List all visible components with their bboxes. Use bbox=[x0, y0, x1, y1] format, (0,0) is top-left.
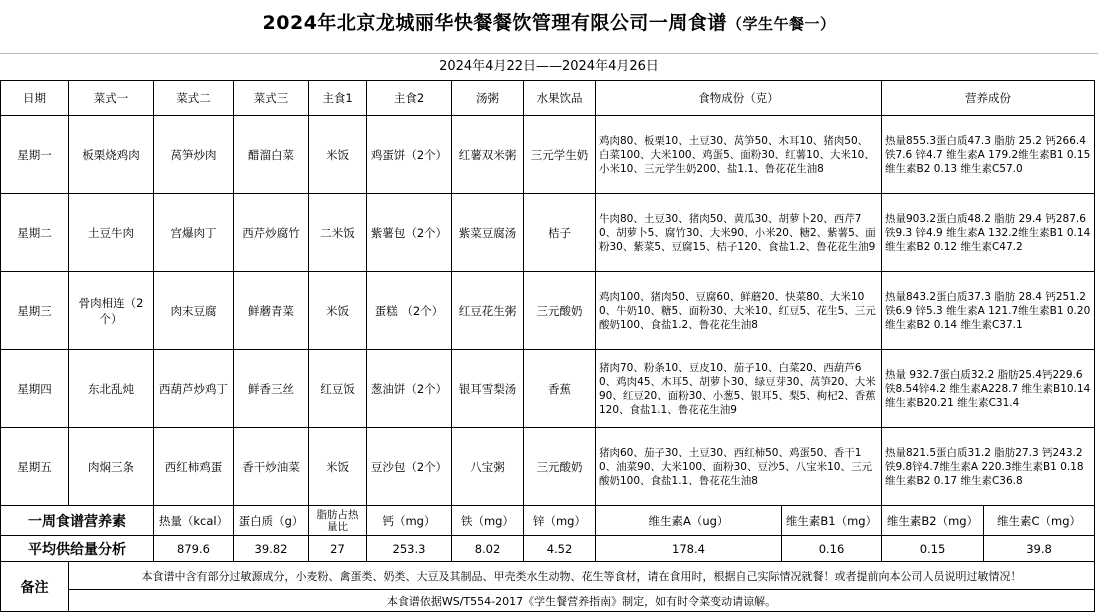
nutrition-cell: 热量821.5蛋白质31.2 脂肪27.3 钙243.2铁9.8锌4.7维生素A 220.3维生素B1 0.18维生素B2 0.17 维生素C36.8 bbox=[882, 428, 1095, 506]
ingredients-cell: 猪肉70、粉条10、豆皮10、茄子10、白菜20、西葫芦60、鸡肉45、木耳5、胡萝卜30、绿豆芽30、莴笋20、大米90、红豆20、面粉30、小葱5、银耳5、梨5、枸杞2、香蕉120、食盐1.1、鲁花花生油9 bbox=[596, 350, 882, 428]
nutrient-name: 维生素C（mg） bbox=[984, 506, 1095, 536]
dish1-cell: 肉焖三条 bbox=[69, 428, 154, 506]
soup-cell: 红豆花生粥 bbox=[452, 272, 524, 350]
day-row-monday bbox=[1, 116, 1095, 194]
average-label: 平均供给量分析 bbox=[1, 536, 154, 562]
header-dish1: 菜式一 bbox=[69, 81, 154, 116]
staple2-cell: 葱油饼（2个） bbox=[367, 350, 452, 428]
nutrient-value: 39.8 bbox=[984, 536, 1095, 562]
dish2-cell: 西葫芦炒鸡丁 bbox=[154, 350, 234, 428]
nutrient-name: 维生素B2（mg） bbox=[882, 506, 984, 536]
dish3-cell: 香干炒油菜 bbox=[234, 428, 309, 506]
ingredients-cell: 鸡肉80、板栗10、土豆30、莴笋50、木耳10、猪肉50、白菜100、大米100、鸡蛋5、面粉30、红薯10、大米10、小米10、三元学生奶200、盐1.1、鲁花花生油8 bbox=[596, 116, 882, 194]
title-main: 2024年北京龙城丽华快餐餐饮管理有限公司一周食谱 bbox=[262, 12, 727, 34]
staple1-cell: 米饭 bbox=[309, 116, 367, 194]
day-row-thursday bbox=[1, 350, 1095, 428]
fruit-cell: 三元酸奶 bbox=[524, 428, 596, 506]
staple1-cell: 米饭 bbox=[309, 428, 367, 506]
dish3-cell: 鲜蘑青菜 bbox=[234, 272, 309, 350]
header-row bbox=[1, 81, 1095, 116]
soup-cell: 八宝粥 bbox=[452, 428, 524, 506]
nutrient-name: 钙（mg） bbox=[367, 506, 452, 536]
header-day: 日期 bbox=[1, 81, 69, 116]
nutrient-name: 脂肪占热量比 bbox=[309, 506, 367, 536]
header-staple1: 主食1 bbox=[309, 81, 367, 116]
nutrient-value: 8.02 bbox=[452, 536, 524, 562]
note-allergens: 本食谱中含有部分过敏源成分，小麦粉、禽蛋类、奶类、大豆及其制品、甲壳类水生动物、花生等食材，请在食用时，根据自己实际情况就餐！或者提前向本公司人员说明过敏情况！ bbox=[69, 562, 1095, 590]
nutrient-value: 253.3 bbox=[367, 536, 452, 562]
staple1-cell: 米饭 bbox=[309, 272, 367, 350]
dish1-cell: 东北乱炖 bbox=[69, 350, 154, 428]
day-row-tuesday bbox=[1, 194, 1095, 272]
dish2-cell: 宫爆肉丁 bbox=[154, 194, 234, 272]
day-label: 星期三 bbox=[1, 272, 69, 350]
nutrition-cell: 热量 932.7蛋白质32.2 脂肪25.4钙229.6铁8.54锌4.2 维生素A228.7 维生素B10.14 维生素B20.21 维生素C31.4 bbox=[882, 350, 1095, 428]
nutrition-cell: 热量903.2蛋白质48.2 脂肪 29.4 钙287.6 铁9.3 锌4.9 维生素A 132.2维生素B1 0.14 维生素B2 0.12 维生素C47.2 bbox=[882, 194, 1095, 272]
header-fruit: 水果饮品 bbox=[524, 81, 596, 116]
staple2-cell: 豆沙包（2个） bbox=[367, 428, 452, 506]
dish3-cell: 醋溜白菜 bbox=[234, 116, 309, 194]
fruit-cell: 三元学生奶 bbox=[524, 116, 596, 194]
menu-table bbox=[0, 80, 1095, 612]
nutrition-cell: 热量843.2蛋白质37.3 脂肪 28.4 钙251.2 铁6.9 锌5.3 维生素A 121.7维生素B1 0.20 维生素B2 0.14 维生素C37.1 bbox=[882, 272, 1095, 350]
dish3-cell: 西芹炒腐竹 bbox=[234, 194, 309, 272]
day-label: 星期五 bbox=[1, 428, 69, 506]
nutrient-name: 维生素A（ug） bbox=[596, 506, 782, 536]
note-row-standard bbox=[1, 590, 1095, 612]
staple1-cell: 二米饭 bbox=[309, 194, 367, 272]
day-label: 星期二 bbox=[1, 194, 69, 272]
header-ingredients: 食物成份（克） bbox=[596, 81, 882, 116]
dish2-cell: 肉末豆腐 bbox=[154, 272, 234, 350]
dish3-cell: 鲜香三丝 bbox=[234, 350, 309, 428]
header-dish3: 菜式三 bbox=[234, 81, 309, 116]
nutrient-name: 维生素B1（mg） bbox=[782, 506, 882, 536]
page-title bbox=[0, 0, 1098, 46]
nutrient-name: 铁（mg） bbox=[452, 506, 524, 536]
date-range: 2024年4月22日——2024年4月26日 bbox=[0, 53, 1098, 80]
dish2-cell: 莴笋炒肉 bbox=[154, 116, 234, 194]
dish1-cell: 板栗烧鸡肉 bbox=[69, 116, 154, 194]
weekly-nutrient-value-row bbox=[1, 536, 1095, 562]
nutrition-cell: 热量855.3蛋白质47.3 脂肪 25.2 钙266.4 铁7.6 锌4.7 维生素A 179.2维生素B1 0.15 维生素B2 0.13 维生素C57.0 bbox=[882, 116, 1095, 194]
note-row-allergens bbox=[1, 562, 1095, 590]
header-soup: 汤粥 bbox=[452, 81, 524, 116]
staple2-cell: 蛋糕 （2个） bbox=[367, 272, 452, 350]
nutrient-value: 0.15 bbox=[882, 536, 984, 562]
soup-cell: 红薯双米粥 bbox=[452, 116, 524, 194]
day-label: 星期四 bbox=[1, 350, 69, 428]
weekly-label: 一周食谱营养素 bbox=[1, 506, 154, 536]
nutrient-value: 178.4 bbox=[596, 536, 782, 562]
nutrient-name: 蛋白质（g） bbox=[234, 506, 309, 536]
day-row-wednesday bbox=[1, 272, 1095, 350]
staple2-cell: 鸡蛋饼（2个） bbox=[367, 116, 452, 194]
dish1-cell: 骨肉相连（2个） bbox=[69, 272, 154, 350]
day-label: 星期一 bbox=[1, 116, 69, 194]
ingredients-cell: 牛肉80、土豆30、猪肉50、黄瓜30、胡萝卜20、西芹70、胡萝卜5、腐竹30、大米90、小米20、糖2、紫薯5、面粉30、紫菜5、豆腐15、桔子120、食盐1.2、鲁花花生油9 bbox=[596, 194, 882, 272]
nutrient-name: 锌（mg） bbox=[524, 506, 596, 536]
day-row-friday bbox=[1, 428, 1095, 506]
staple2-cell: 紫薯包（2个） bbox=[367, 194, 452, 272]
nutrient-value: 27 bbox=[309, 536, 367, 562]
nutrient-value: 879.6 bbox=[154, 536, 234, 562]
note-standard: 本食谱依据WS/T554-2017《学生餐营养指南》制定，如有时令菜变动请谅解。 bbox=[69, 590, 1095, 612]
header-staple2: 主食2 bbox=[367, 81, 452, 116]
notes-label: 备注 bbox=[1, 562, 69, 612]
header-dish2: 菜式二 bbox=[154, 81, 234, 116]
nutrient-value: 0.16 bbox=[782, 536, 882, 562]
ingredients-cell: 鸡肉100、猪肉50、豆腐60、鲜蘑20、快菜80、大米100、牛奶10、糖5、面粉30、大米10、红豆5、花生5、三元酸奶100、食盐1.2、鲁花花生油8 bbox=[596, 272, 882, 350]
nutrient-value: 4.52 bbox=[524, 536, 596, 562]
staple1-cell: 红豆饭 bbox=[309, 350, 367, 428]
title-subtitle: （学生午餐一） bbox=[726, 15, 836, 33]
nutrient-value: 39.82 bbox=[234, 536, 309, 562]
ingredients-cell: 猪肉60、茄子30、土豆30、西红柿50、鸡蛋50、香干10、油菜90、大米100、面粉30、豆沙5、八宝米10、三元酸奶100、食盐1.1、鲁花花生油8 bbox=[596, 428, 882, 506]
dish1-cell: 土豆牛肉 bbox=[69, 194, 154, 272]
soup-cell: 银耳雪梨汤 bbox=[452, 350, 524, 428]
weekly-nutrient-header-row bbox=[1, 506, 1095, 536]
dish2-cell: 西红柿鸡蛋 bbox=[154, 428, 234, 506]
header-nutrition: 营养成份 bbox=[882, 81, 1095, 116]
fruit-cell: 三元酸奶 bbox=[524, 272, 596, 350]
fruit-cell: 桔子 bbox=[524, 194, 596, 272]
soup-cell: 紫菜豆腐汤 bbox=[452, 194, 524, 272]
nutrient-name: 热量（kcal） bbox=[154, 506, 234, 536]
fruit-cell: 香蕉 bbox=[524, 350, 596, 428]
